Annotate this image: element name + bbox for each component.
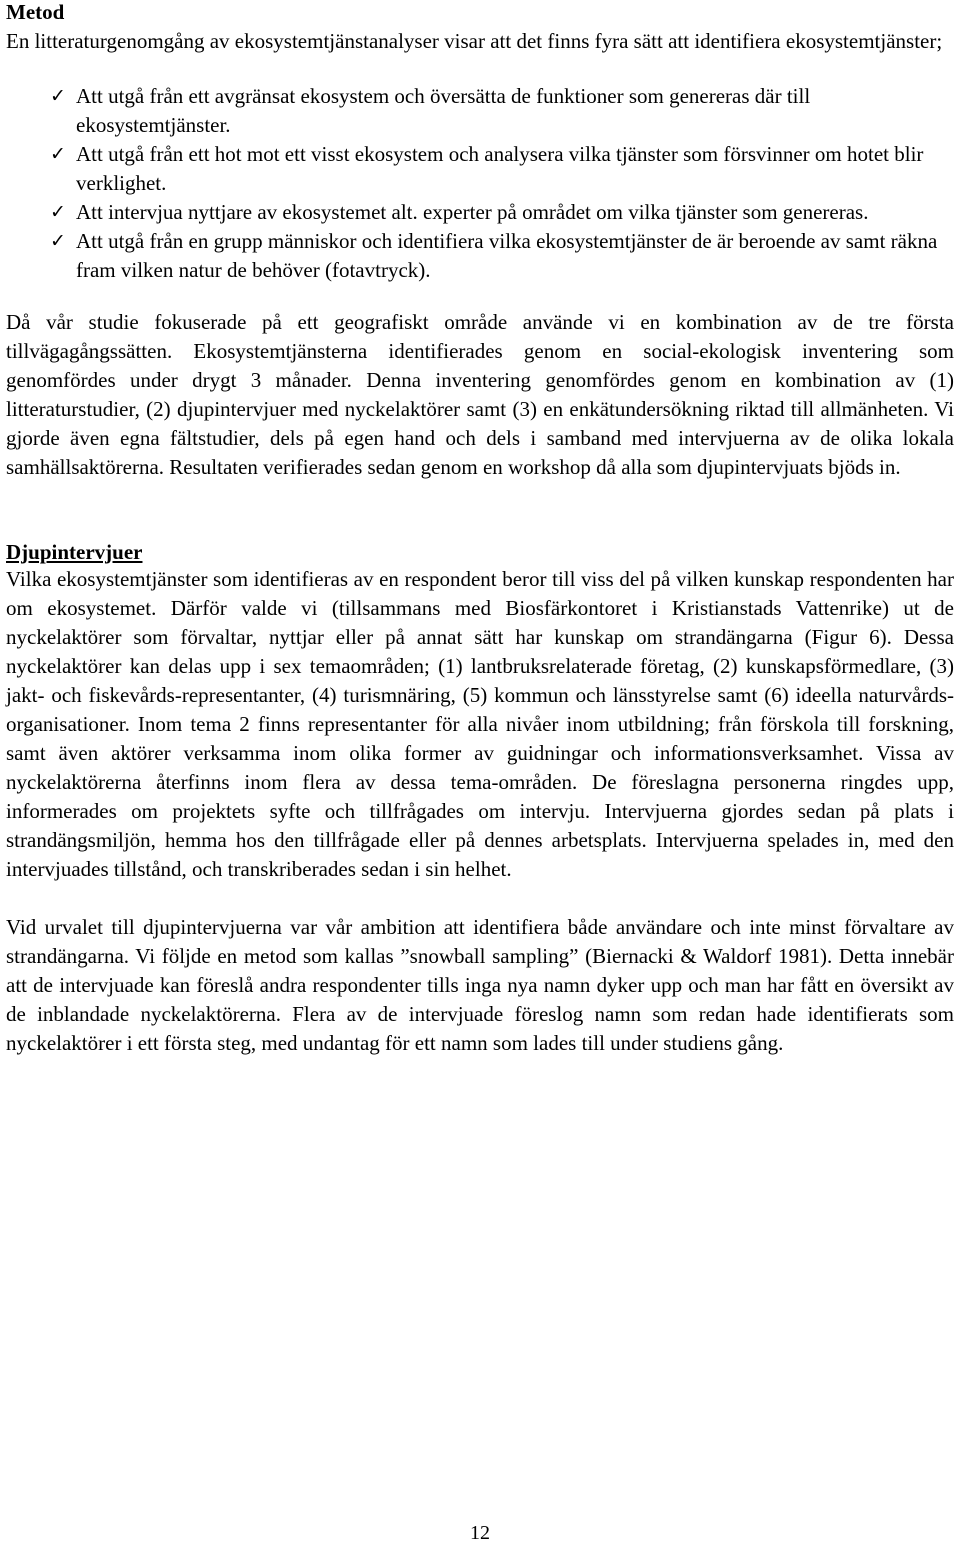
check-icon: ✓ (50, 201, 66, 223)
document-page (6, 0, 954, 1058)
section-heading-djupintervjuer: Djupintervjuer (6, 540, 143, 564)
list-item-text: Att utgå från ett avgränsat ekosystem och översätta de funktioner som genereras där till ekosystemtjänster. (76, 84, 811, 137)
djupintervjuer-paragraph-2: Vid urvalet till djupintervjuerna var vår ambition att identifiera både användare och inte minst förvaltare av strandängarna. Vi följde en metod som kallas ”snowball sampling” (Biernacki & Waldorf 1981). Detta innebär att de intervjuade kan föreslå andra respondenter tills inga nya namn dyker upp och man har fått en översikt av de inblandade nyckelaktörerna. Flera av de intervjuade föreslog namn som redan hade identifierats som nyckelaktörer i ett första steg, med undantag för ett namn som lades till under studiens gång. (6, 915, 954, 1055)
list-item-text: Att intervjua nyttjare av ekosystemet alt. experter på området om vilka tjänster som genereras. (76, 200, 869, 224)
page-number: 12 (470, 1522, 490, 1544)
list-item (6, 227, 954, 285)
identification-methods-list (6, 82, 954, 285)
list-item (6, 140, 954, 198)
list-item-text: Att utgå från en grupp människor och identifiera vilka ekosystemtjänster de är beroende av samt räkna fram vilken natur de behöver (fotavtryck). (76, 229, 938, 282)
metod-paragraph: Då vår studie fokuserade på ett geografiskt område använde vi en kombination av de tre första tillvägagångssätten. Ekosystemtjänsterna identifierades genom en social-ekologisk inventering som genomfördes under drygt 3 månader. Denna inventering genomfördes genom en kombination av (1) litteraturstudier, (2) djupintervjuer med nyckelaktörer samt (3) en enkätundersökning riktad till allmänheten. Vi gjorde även egna fältstudier, dels på egen hand och dels i samband med intervjuerna av de olika lokala samhällsaktörerna. Resultaten verifierades sedan genom en workshop då alla som djupintervjuats bjöds in. (6, 310, 954, 479)
check-icon: ✓ (50, 230, 66, 252)
check-icon: ✓ (50, 143, 66, 165)
section-heading-metod: Metod (6, 0, 65, 24)
list-item-text: Att utgå från ett hot mot ett visst ekosystem och analysera vilka tjänster som försvinner om hotet blir verklighet. (76, 142, 924, 195)
metod-intro: En litteraturgenomgång av ekosystemtjänstanalyser visar att det finns fyra sätt att identifiera ekosystemtjänster; (6, 29, 943, 53)
list-item (6, 82, 954, 140)
check-icon: ✓ (50, 85, 66, 107)
djupintervjuer-paragraph-1: Vilka ekosystemtjänster som identifieras av en respondent beror till viss del på vilken kunskap respondenten har om ekosystemet. Därför valde vi (tillsammans med Biosfärkontoret i Kristianstads Vattenrike) ut de nyckelaktörer som förvaltar, nyttjar eller på annat sätt har kunskap om strandängarna (Figur 6). Dessa nyckelaktörer kan delas upp i sex temaområden; (1) lantbruksrelaterade företag, (2) kunskapsförmedlare, (3) jakt- och fiskevårds-representanter, (4) turismnäring, (5) kommun och länsstyrelse samt (6) ideella naturvårds-organisationer. Inom tema 2 finns representanter för alla nivåer inom utbildning; från förskola till forskning, samt även aktörer verksamma inom olika former av guidningar och informationsverksamhet. Vissa av nyckelaktörerna återfinns inom flera av dessa tema-områden. De föreslagna personerna ringdes upp, informerades om projektets syfte och tillfrågades om intervju. Intervjuerna gjordes sedan på plats i strandängsmiljön, hemma hos den tillfrågade eller på dennes arbetsplats. Intervjuerna spelades in, med den intervjuades tillstånd, och transkriberades sedan i sin helhet. (6, 567, 954, 881)
list-item (6, 198, 954, 227)
